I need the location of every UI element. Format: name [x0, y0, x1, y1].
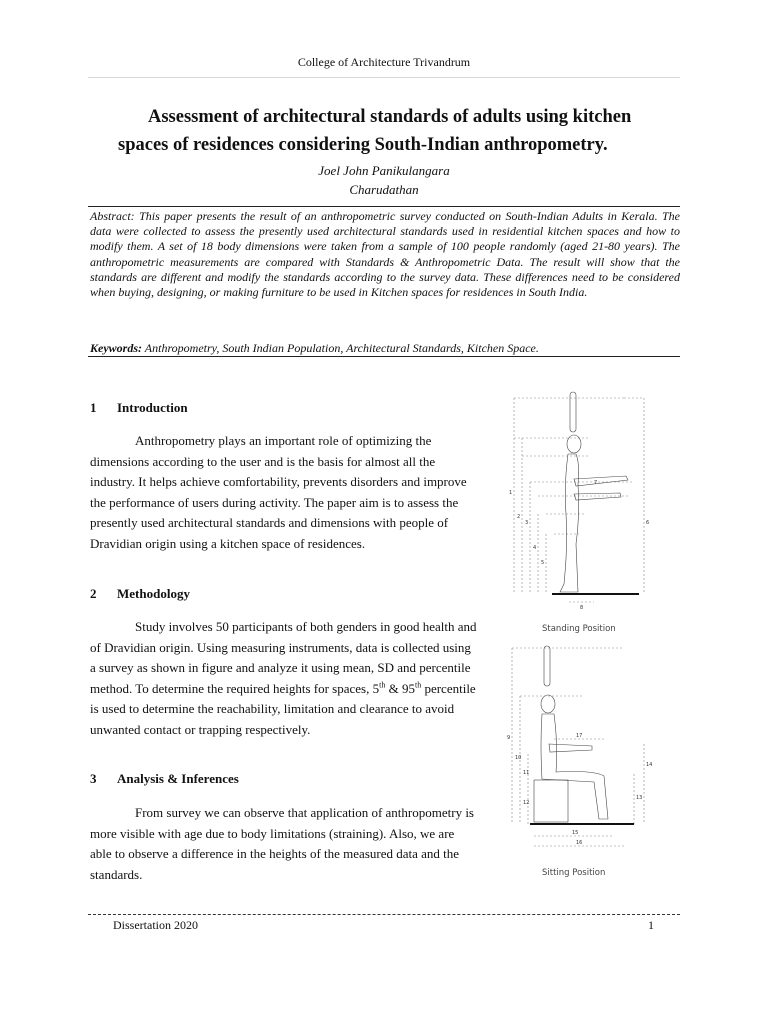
section-number: 3: [90, 771, 97, 786]
keywords-text: Anthropometry, South Indian Population, Architectural Standards, Kitchen Space.: [144, 341, 539, 355]
section-number: 1: [90, 400, 97, 415]
abstract-top-rule: [88, 206, 680, 207]
author-1: Joel John Panikulangara: [318, 163, 450, 178]
abstract-text: Abstract: This paper presents the result of an anthropometric survey conducted on South-Indian Adults in Kerala. The data were collected to assess the presently used architectural standards used in residential kitchen spaces and how to modify them. A set of 18 body dimensions were taken from a sample of 100 people randomly (aged 21-80 years). The anthropometric measurements are compared with Standards & Anthropometric Data. The result will show that the standards are different and modify the standards according to the survey data. These differences need to be considered when buying, designing, or making furniture to be used in Kitchen spaces for residences in South India.: [90, 209, 680, 300]
dim-5: 5: [541, 560, 545, 566]
footer-divider: [88, 914, 680, 915]
dim-7: 7: [594, 480, 598, 486]
title-line-2: spaces of residences considering South-Indian anthropometry.: [118, 135, 608, 155]
dim-4: 4: [533, 545, 537, 551]
paper-title: [100, 103, 680, 159]
section-number: 2: [90, 586, 97, 601]
dim-3: 3: [525, 520, 529, 526]
superscript: th: [379, 680, 386, 690]
analysis-paragraph: [90, 803, 478, 885]
dim-1: 1: [509, 490, 513, 496]
dim-15: 15: [572, 830, 579, 836]
footer-label: Dissertation 2020: [113, 918, 198, 932]
introduction-text: Anthropometry plays an important role of optimizing the dimensions according to the user and is the basis for almost all the industry. It helps achieve comfortability, prevents disorders and improve the performance of users during activity. The paper aim is to assess the presently used architectural standards and dimensions with people of Dravidian origin using a kitchen space of residences.: [90, 433, 467, 551]
author-2: Charudathan: [349, 182, 419, 197]
keywords-label: Keywords:: [90, 341, 142, 355]
keywords: [90, 341, 680, 356]
sitting-figure-illustration: [512, 646, 644, 846]
superscript: th: [414, 680, 422, 690]
dim-16: 16: [576, 840, 583, 846]
introduction-paragraph: [90, 431, 478, 555]
section-title: Methodology: [117, 586, 190, 601]
section-heading-introduction: [90, 400, 188, 416]
title-line-1: Assessment of architectural standards of adults using kitchen: [148, 107, 632, 127]
methodology-text-c: percentile is used to determine the reachability, limitation and clearance to avoid unwanted contact or trapping respectively.: [90, 680, 476, 737]
methodology-text-b: & 95: [385, 680, 415, 696]
standing-caption: Standing Position: [542, 624, 616, 634]
abstract-bottom-rule: [88, 356, 680, 357]
section-heading-analysis: [90, 771, 239, 787]
header-divider: [88, 77, 680, 78]
dim-11: 11: [523, 770, 530, 776]
standing-figure-illustration: [514, 392, 644, 602]
dim-9: 9: [507, 735, 511, 741]
dim-6: 6: [646, 520, 650, 526]
sitting-dimension-labels: [507, 733, 652, 846]
sitting-caption: Sitting Position: [542, 868, 606, 878]
dim-8: 8: [580, 605, 584, 611]
dim-14: 14: [646, 762, 653, 768]
page-number: 1: [648, 918, 654, 932]
methodology-paragraph: [90, 617, 478, 741]
dim-12: 12: [523, 800, 530, 806]
section-heading-methodology: [90, 586, 190, 602]
methodology-text-a: Study involves 50 participants of both genders in good health and of Dravidian origin. Using measuring instruments, data is collected using a survey as shown in figure and analyze it using mean, SD and percentile method. To determine the required heights for spaces, 5: [90, 619, 477, 696]
dim-13: 13: [636, 795, 643, 801]
running-header: College of Architecture Trivandrum: [297, 55, 471, 69]
section-title: Analysis & Inferences: [117, 771, 239, 786]
dim-17: 17: [576, 733, 583, 739]
section-title: Introduction: [117, 400, 188, 415]
anthropometry-figure: [494, 384, 684, 884]
dim-10: 10: [515, 755, 522, 761]
dim-2: 2: [517, 514, 521, 520]
analysis-text: From survey we can observe that application of anthropometry is more visible with age due to body limitations (straining). Also, we are able to observe a difference in the heights of the measured data and the standards.: [90, 805, 474, 882]
